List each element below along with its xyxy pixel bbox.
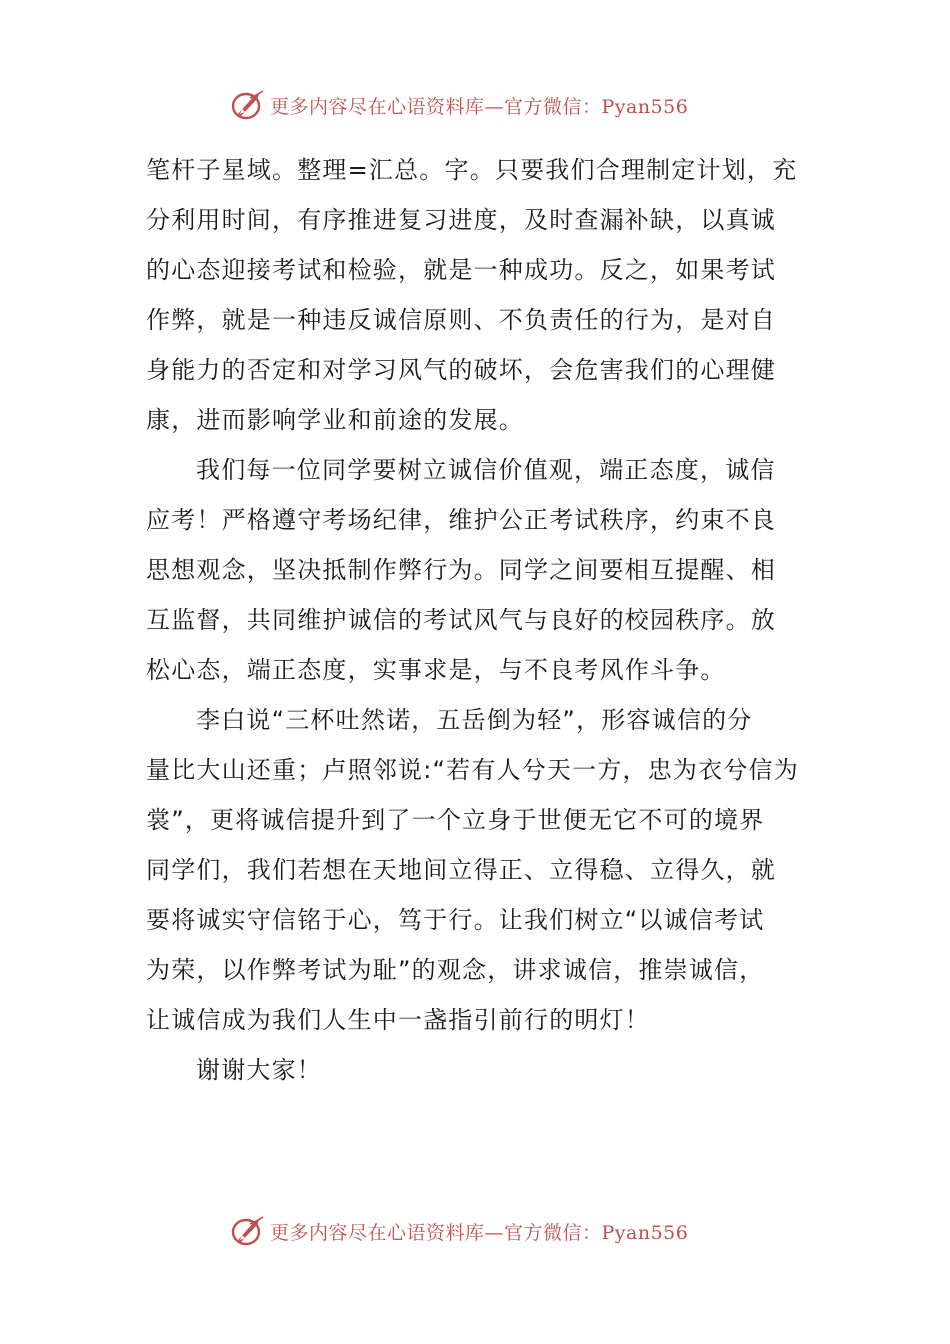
header-banner-text: 更多内容尽在心语资料库—官方微信：Pyan556 (270, 95, 689, 118)
text-line: 松心态，端正态度，实事求是，与不良考风作斗争。 (146, 656, 726, 684)
text-line: 量比大山还重；卢照邻说:“若有人兮天一方，忠为衣兮信为 (146, 756, 799, 784)
text-line: 让诚信成为我们人生中一盏指引前行的明灯！ (146, 1006, 650, 1034)
text-line: 的心态迎接考试和检验，就是一种成功。反之，如果考试 (146, 256, 776, 284)
text-line: 思想观念，坚决抵制作弊行为。同学之间要相互提醒、相 (146, 556, 776, 584)
closing-line: 谢谢大家！ (196, 1056, 322, 1084)
header-banner (230, 85, 688, 125)
text-line: 互监督，共同维护诚信的考试风气与良好的校园秩序。放 (146, 606, 776, 634)
text-line: 同学们，我们若想在天地间立得正、立得稳、立得久，就 (146, 856, 776, 884)
text-line: 要将诚实守信铭于心，笃于行。让我们树立“以诚信考试 (146, 906, 765, 934)
text-line: 康，进而影响学业和前途的发展。 (146, 406, 524, 434)
paragraph-start-line: 李白说“三杯吐然诺，五岳倒为轻”，形容诚信的分 (196, 706, 753, 734)
text-line: 笔杆子星域。整理=汇总。字。只要我们合理制定计划，充 (146, 156, 798, 184)
footer-banner (230, 1211, 688, 1251)
document-body (146, 145, 811, 1095)
text-line: 身能力的否定和对学习风气的破坏，会危害我们的心理健 (146, 356, 776, 384)
text-line: 分利用时间，有序推进复习进度，及时查漏补缺，以真诚 (146, 206, 776, 234)
text-line: 应考！严格遵守考场纪律，维护公正考试秩序，约束不良 (146, 506, 776, 534)
footer-banner-text: 更多内容尽在心语资料库—官方微信：Pyan556 (270, 1221, 689, 1244)
pen-nib-circle-icon (230, 87, 266, 123)
pen-nib-circle-icon (230, 1213, 266, 1249)
paragraph-start-line: 我们每一位同学要树立诚信价值观，端正态度，诚信 (196, 456, 776, 484)
text-line: 为荣，以作弊考试为耻”的观念，讲求诚信，推崇诚信， (146, 956, 765, 984)
text-line: 裳”，更将诚信提升到了一个立身于世便无它不可的境界 (146, 806, 765, 834)
text-line: 作弊，就是一种违反诚信原则、不负责任的行为，是对自 (146, 306, 776, 334)
